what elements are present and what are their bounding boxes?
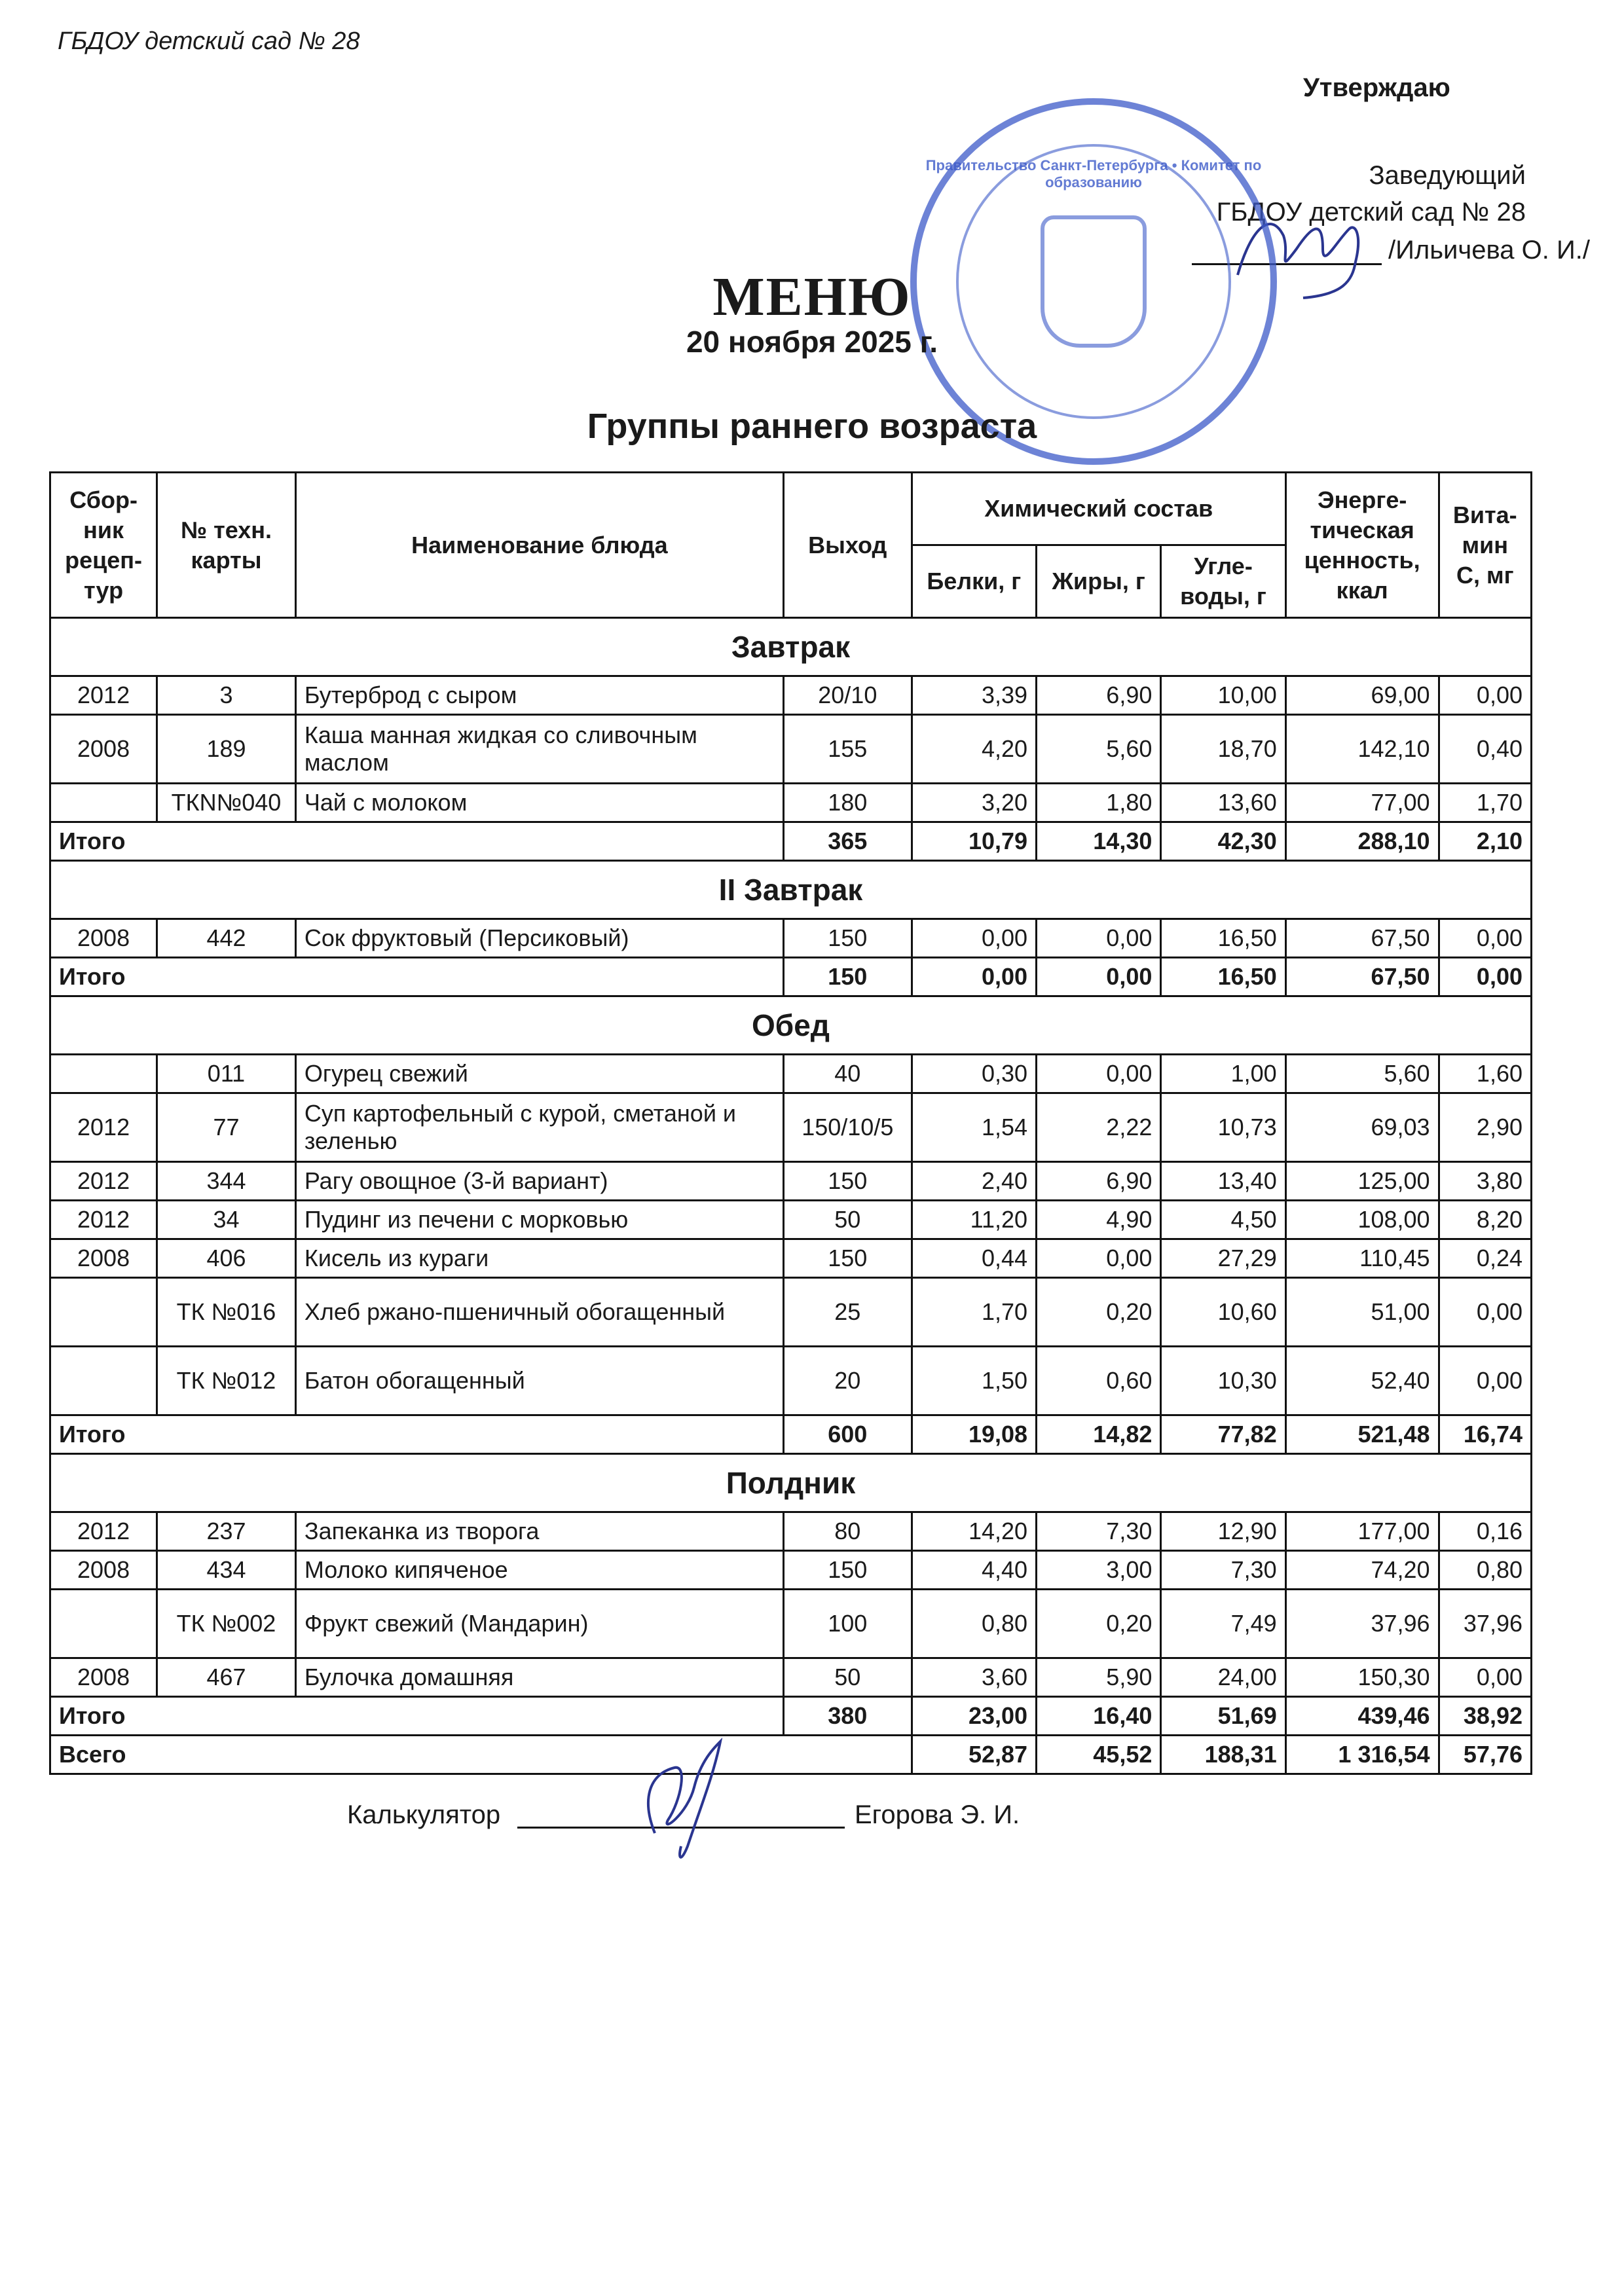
tech-card-cell: 467 bbox=[157, 1658, 296, 1697]
fats-cell: 5,60 bbox=[1037, 715, 1161, 784]
fats-cell: 1,80 bbox=[1037, 784, 1161, 822]
collection-cell: 2008 bbox=[50, 1239, 157, 1278]
output-cell: 150 bbox=[783, 1551, 912, 1590]
total-carbs: 51,69 bbox=[1161, 1697, 1285, 1736]
total-output: 600 bbox=[783, 1415, 912, 1454]
menu-date: 20 ноября 2025 г. bbox=[686, 325, 938, 359]
output-cell: 50 bbox=[783, 1658, 912, 1697]
output-cell: 150/10/5 bbox=[783, 1093, 912, 1162]
collection-cell: 2008 bbox=[50, 919, 157, 958]
dish-name-cell: Бутерброд с сыром bbox=[295, 676, 783, 715]
energy-cell: 77,00 bbox=[1285, 784, 1439, 822]
energy-cell: 142,10 bbox=[1285, 715, 1439, 784]
proteins-cell: 0,00 bbox=[912, 919, 1036, 958]
grand-total-energy: 1 316,54 bbox=[1285, 1736, 1439, 1774]
energy-cell: 69,03 bbox=[1285, 1093, 1439, 1162]
calculator-signature bbox=[616, 1735, 773, 1866]
energy-cell: 52,40 bbox=[1285, 1347, 1439, 1415]
collection-cell: 2008 bbox=[50, 1551, 157, 1590]
table-row bbox=[50, 1347, 1532, 1415]
header-collection: Сбор-ник рецеп-тур bbox=[50, 473, 157, 618]
tech-card-cell: 34 bbox=[157, 1201, 296, 1239]
dish-name-cell: Суп картофельный с курой, сметаной и зеленью bbox=[295, 1093, 783, 1162]
collection-cell bbox=[50, 784, 157, 822]
output-cell: 40 bbox=[783, 1055, 912, 1093]
vit-c-cell: 0,00 bbox=[1439, 919, 1531, 958]
head-title-line1: Заведующий bbox=[1369, 161, 1526, 190]
collection-cell: 2008 bbox=[50, 1658, 157, 1697]
table-row bbox=[50, 919, 1532, 958]
grand-total-label: Всего bbox=[50, 1736, 912, 1774]
carbs-cell: 16,50 bbox=[1161, 919, 1285, 958]
fats-cell: 3,00 bbox=[1037, 1551, 1161, 1590]
proteins-cell: 0,30 bbox=[912, 1055, 1036, 1093]
total-label: Итого bbox=[50, 1415, 784, 1454]
group-title: Группы раннего возраста bbox=[587, 407, 1037, 446]
carbs-cell: 18,70 bbox=[1161, 715, 1285, 784]
carbs-cell: 12,90 bbox=[1161, 1512, 1285, 1551]
table-row bbox=[50, 1590, 1532, 1658]
collection-cell: 2008 bbox=[50, 715, 157, 784]
section-header-row bbox=[50, 618, 1532, 676]
energy-cell: 150,30 bbox=[1285, 1658, 1439, 1697]
vit-c-cell: 1,60 bbox=[1439, 1055, 1531, 1093]
proteins-cell: 4,20 bbox=[912, 715, 1036, 784]
menu-table bbox=[49, 471, 1532, 1775]
total-vit-c: 38,92 bbox=[1439, 1697, 1531, 1736]
proteins-cell: 1,50 bbox=[912, 1347, 1036, 1415]
header-tech-card: № техн. карты bbox=[157, 473, 296, 618]
fats-cell: 5,90 bbox=[1037, 1658, 1161, 1697]
tech-card-cell: 77 bbox=[157, 1093, 296, 1162]
collection-cell bbox=[50, 1347, 157, 1415]
header-proteins: Белки, г bbox=[912, 545, 1036, 618]
fats-cell: 0,00 bbox=[1037, 1055, 1161, 1093]
carbs-cell: 13,40 bbox=[1161, 1162, 1285, 1201]
tech-card-cell: 011 bbox=[157, 1055, 296, 1093]
proteins-cell: 11,20 bbox=[912, 1201, 1036, 1239]
section-header-row bbox=[50, 861, 1532, 919]
dish-name-cell: Фрукт свежий (Мандарин) bbox=[295, 1590, 783, 1658]
head-name: /Ильичева О. И./ bbox=[1388, 236, 1590, 264]
menu-title: МЕНЮ bbox=[712, 266, 912, 327]
vit-c-cell: 0,00 bbox=[1439, 676, 1531, 715]
total-proteins: 19,08 bbox=[912, 1415, 1036, 1454]
vit-c-cell: 2,90 bbox=[1439, 1093, 1531, 1162]
section-title: Обед bbox=[50, 996, 1532, 1055]
collection-cell bbox=[50, 1590, 157, 1658]
header-energy: Энерге-тическая ценность, ккал bbox=[1285, 473, 1439, 618]
table-row bbox=[50, 1093, 1532, 1162]
carbs-cell: 13,60 bbox=[1161, 784, 1285, 822]
proteins-cell: 0,44 bbox=[912, 1239, 1036, 1278]
calculator-label: Калькулятор bbox=[347, 1800, 501, 1829]
vit-c-cell: 1,70 bbox=[1439, 784, 1531, 822]
collection-cell: 2012 bbox=[50, 676, 157, 715]
output-cell: 80 bbox=[783, 1512, 912, 1551]
vit-c-cell: 0,24 bbox=[1439, 1239, 1531, 1278]
carbs-cell: 10,30 bbox=[1161, 1347, 1285, 1415]
total-proteins: 23,00 bbox=[912, 1697, 1036, 1736]
dish-name-cell: Булочка домашняя bbox=[295, 1658, 783, 1697]
proteins-cell: 3,60 bbox=[912, 1658, 1036, 1697]
energy-cell: 51,00 bbox=[1285, 1278, 1439, 1347]
vit-c-cell: 3,80 bbox=[1439, 1162, 1531, 1201]
output-cell: 150 bbox=[783, 1239, 912, 1278]
tech-card-cell: 3 bbox=[157, 676, 296, 715]
header-chem-composition: Химический состав bbox=[912, 473, 1285, 545]
total-row bbox=[50, 1697, 1532, 1736]
total-row bbox=[50, 1415, 1532, 1454]
section-title: Завтрак bbox=[50, 618, 1532, 676]
dish-name-cell: Огурец свежий bbox=[295, 1055, 783, 1093]
output-cell: 20/10 bbox=[783, 676, 912, 715]
dish-name-cell: Кисель из кураги bbox=[295, 1239, 783, 1278]
fats-cell: 0,00 bbox=[1037, 919, 1161, 958]
proteins-cell: 3,39 bbox=[912, 676, 1036, 715]
proteins-cell: 1,70 bbox=[912, 1278, 1036, 1347]
table-row bbox=[50, 1055, 1532, 1093]
fats-cell: 4,90 bbox=[1037, 1201, 1161, 1239]
tech-card-cell: ТК №016 bbox=[157, 1278, 296, 1347]
proteins-cell: 4,40 bbox=[912, 1551, 1036, 1590]
energy-cell: 5,60 bbox=[1285, 1055, 1439, 1093]
approve-label: Утверждаю bbox=[1303, 73, 1450, 102]
head-title-line2: ГБДОУ детский сад № 28 bbox=[1216, 198, 1526, 227]
energy-cell: 110,45 bbox=[1285, 1239, 1439, 1278]
output-cell: 100 bbox=[783, 1590, 912, 1658]
fats-cell: 0,60 bbox=[1037, 1347, 1161, 1415]
energy-cell: 108,00 bbox=[1285, 1201, 1439, 1239]
dish-name-cell: Рагу овощное (3-й вариант) bbox=[295, 1162, 783, 1201]
table-row bbox=[50, 1201, 1532, 1239]
fats-cell: 0,20 bbox=[1037, 1278, 1161, 1347]
dish-name-cell: Запеканка из творога bbox=[295, 1512, 783, 1551]
tech-card-cell: 434 bbox=[157, 1551, 296, 1590]
table-row bbox=[50, 784, 1532, 822]
fats-cell: 6,90 bbox=[1037, 1162, 1161, 1201]
vit-c-cell: 0,40 bbox=[1439, 715, 1531, 784]
fats-cell: 2,22 bbox=[1037, 1093, 1161, 1162]
tech-card-cell: 237 bbox=[157, 1512, 296, 1551]
fats-cell: 0,00 bbox=[1037, 1239, 1161, 1278]
total-carbs: 16,50 bbox=[1161, 958, 1285, 996]
header-fats: Жиры, г bbox=[1037, 545, 1161, 618]
energy-cell: 125,00 bbox=[1285, 1162, 1439, 1201]
section-title: Полдник bbox=[50, 1454, 1532, 1512]
grand-total-vit-c: 57,76 bbox=[1439, 1736, 1531, 1774]
total-proteins: 10,79 bbox=[912, 822, 1036, 861]
dish-name-cell: Каша манная жидкая со сливочным маслом bbox=[295, 715, 783, 784]
collection-cell bbox=[50, 1055, 157, 1093]
energy-cell: 69,00 bbox=[1285, 676, 1439, 715]
total-carbs: 77,82 bbox=[1161, 1415, 1285, 1454]
grand-total-fats: 45,52 bbox=[1037, 1736, 1161, 1774]
output-cell: 20 bbox=[783, 1347, 912, 1415]
proteins-cell: 14,20 bbox=[912, 1512, 1036, 1551]
total-carbs: 42,30 bbox=[1161, 822, 1285, 861]
fats-cell: 6,90 bbox=[1037, 676, 1161, 715]
carbs-cell: 1,00 bbox=[1161, 1055, 1285, 1093]
total-energy: 439,46 bbox=[1285, 1697, 1439, 1736]
header-dish-name: Наименование блюда bbox=[295, 473, 783, 618]
vit-c-cell: 0,16 bbox=[1439, 1512, 1531, 1551]
dish-name-cell: Молоко кипяченое bbox=[295, 1551, 783, 1590]
table-row bbox=[50, 1658, 1532, 1697]
header-vitamin-c: Вита-мин С, мг bbox=[1439, 473, 1531, 618]
energy-cell: 67,50 bbox=[1285, 919, 1439, 958]
table-row bbox=[50, 1162, 1532, 1201]
grand-total-row bbox=[50, 1736, 1532, 1774]
vit-c-cell: 0,80 bbox=[1439, 1551, 1531, 1590]
fats-cell: 0,20 bbox=[1037, 1590, 1161, 1658]
collection-cell bbox=[50, 1278, 157, 1347]
table-row bbox=[50, 676, 1532, 715]
tech-card-cell: 406 bbox=[157, 1239, 296, 1278]
total-fats: 14,82 bbox=[1037, 1415, 1161, 1454]
tech-card-cell: 442 bbox=[157, 919, 296, 958]
total-energy: 67,50 bbox=[1285, 958, 1439, 996]
table-row bbox=[50, 1551, 1532, 1590]
table-row bbox=[50, 1512, 1532, 1551]
section-title: II Завтрак bbox=[50, 861, 1532, 919]
total-output: 365 bbox=[783, 822, 912, 861]
total-vit-c: 2,10 bbox=[1439, 822, 1531, 861]
vit-c-cell: 0,00 bbox=[1439, 1658, 1531, 1697]
grand-total-carbs: 188,31 bbox=[1161, 1736, 1285, 1774]
total-row bbox=[50, 958, 1532, 996]
tech-card-cell: ТКN№040 bbox=[157, 784, 296, 822]
total-label: Итого bbox=[50, 822, 784, 861]
section-header-row bbox=[50, 1454, 1532, 1512]
total-energy: 288,10 bbox=[1285, 822, 1439, 861]
dish-name-cell: Хлеб ржано-пшеничный обогащенный bbox=[295, 1278, 783, 1347]
stamp-text: Правительство Санкт-Петербурга • Комитет по образованию bbox=[925, 157, 1262, 191]
total-vit-c: 16,74 bbox=[1439, 1415, 1531, 1454]
output-cell: 25 bbox=[783, 1278, 912, 1347]
carbs-cell: 4,50 bbox=[1161, 1201, 1285, 1239]
organization-name: ГБДОУ детский сад № 28 bbox=[58, 27, 360, 55]
energy-cell: 74,20 bbox=[1285, 1551, 1439, 1590]
table-row bbox=[50, 715, 1532, 784]
total-vit-c: 0,00 bbox=[1439, 958, 1531, 996]
header-carbs: Угле-воды, г bbox=[1161, 545, 1285, 618]
dish-name-cell: Сок фруктовый (Персиковый) bbox=[295, 919, 783, 958]
collection-cell: 2012 bbox=[50, 1093, 157, 1162]
tech-card-cell: ТК №002 bbox=[157, 1590, 296, 1658]
output-cell: 150 bbox=[783, 919, 912, 958]
grand-total-proteins: 52,87 bbox=[912, 1736, 1036, 1774]
table-row bbox=[50, 1278, 1532, 1347]
collection-cell: 2012 bbox=[50, 1512, 157, 1551]
energy-cell: 37,96 bbox=[1285, 1590, 1439, 1658]
tech-card-cell: ТК №012 bbox=[157, 1347, 296, 1415]
output-cell: 50 bbox=[783, 1201, 912, 1239]
vit-c-cell: 0,00 bbox=[1439, 1278, 1531, 1347]
vit-c-cell: 37,96 bbox=[1439, 1590, 1531, 1658]
vit-c-cell: 0,00 bbox=[1439, 1347, 1531, 1415]
total-output: 150 bbox=[783, 958, 912, 996]
dish-name-cell: Батон обогащенный bbox=[295, 1347, 783, 1415]
carbs-cell: 24,00 bbox=[1161, 1658, 1285, 1697]
proteins-cell: 0,80 bbox=[912, 1590, 1036, 1658]
dish-name-cell: Чай с молоком bbox=[295, 784, 783, 822]
energy-cell: 177,00 bbox=[1285, 1512, 1439, 1551]
fats-cell: 7,30 bbox=[1037, 1512, 1161, 1551]
total-fats: 14,30 bbox=[1037, 822, 1161, 861]
total-energy: 521,48 bbox=[1285, 1415, 1439, 1454]
total-proteins: 0,00 bbox=[912, 958, 1036, 996]
header-output: Выход bbox=[783, 473, 912, 618]
proteins-cell: 2,40 bbox=[912, 1162, 1036, 1201]
output-cell: 155 bbox=[783, 715, 912, 784]
carbs-cell: 7,30 bbox=[1161, 1551, 1285, 1590]
output-cell: 180 bbox=[783, 784, 912, 822]
total-label: Итого bbox=[50, 958, 784, 996]
section-header-row bbox=[50, 996, 1532, 1055]
carbs-cell: 10,60 bbox=[1161, 1278, 1285, 1347]
carbs-cell: 27,29 bbox=[1161, 1239, 1285, 1278]
total-label: Итого bbox=[50, 1697, 784, 1736]
total-output: 380 bbox=[783, 1697, 912, 1736]
vit-c-cell: 8,20 bbox=[1439, 1201, 1531, 1239]
calculator-name: Егорова Э. И. bbox=[855, 1800, 1020, 1829]
total-row bbox=[50, 822, 1532, 861]
dish-name-cell: Пудинг из печени с морковью bbox=[295, 1201, 783, 1239]
tech-card-cell: 189 bbox=[157, 715, 296, 784]
carbs-cell: 10,73 bbox=[1161, 1093, 1285, 1162]
collection-cell: 2012 bbox=[50, 1201, 157, 1239]
total-fats: 0,00 bbox=[1037, 958, 1161, 996]
total-fats: 16,40 bbox=[1037, 1697, 1161, 1736]
menu-table-body bbox=[50, 618, 1532, 1774]
output-cell: 150 bbox=[783, 1162, 912, 1201]
carbs-cell: 7,49 bbox=[1161, 1590, 1285, 1658]
proteins-cell: 3,20 bbox=[912, 784, 1036, 822]
proteins-cell: 1,54 bbox=[912, 1093, 1036, 1162]
tech-card-cell: 344 bbox=[157, 1162, 296, 1201]
carbs-cell: 10,00 bbox=[1161, 676, 1285, 715]
collection-cell: 2012 bbox=[50, 1162, 157, 1201]
table-row bbox=[50, 1239, 1532, 1278]
